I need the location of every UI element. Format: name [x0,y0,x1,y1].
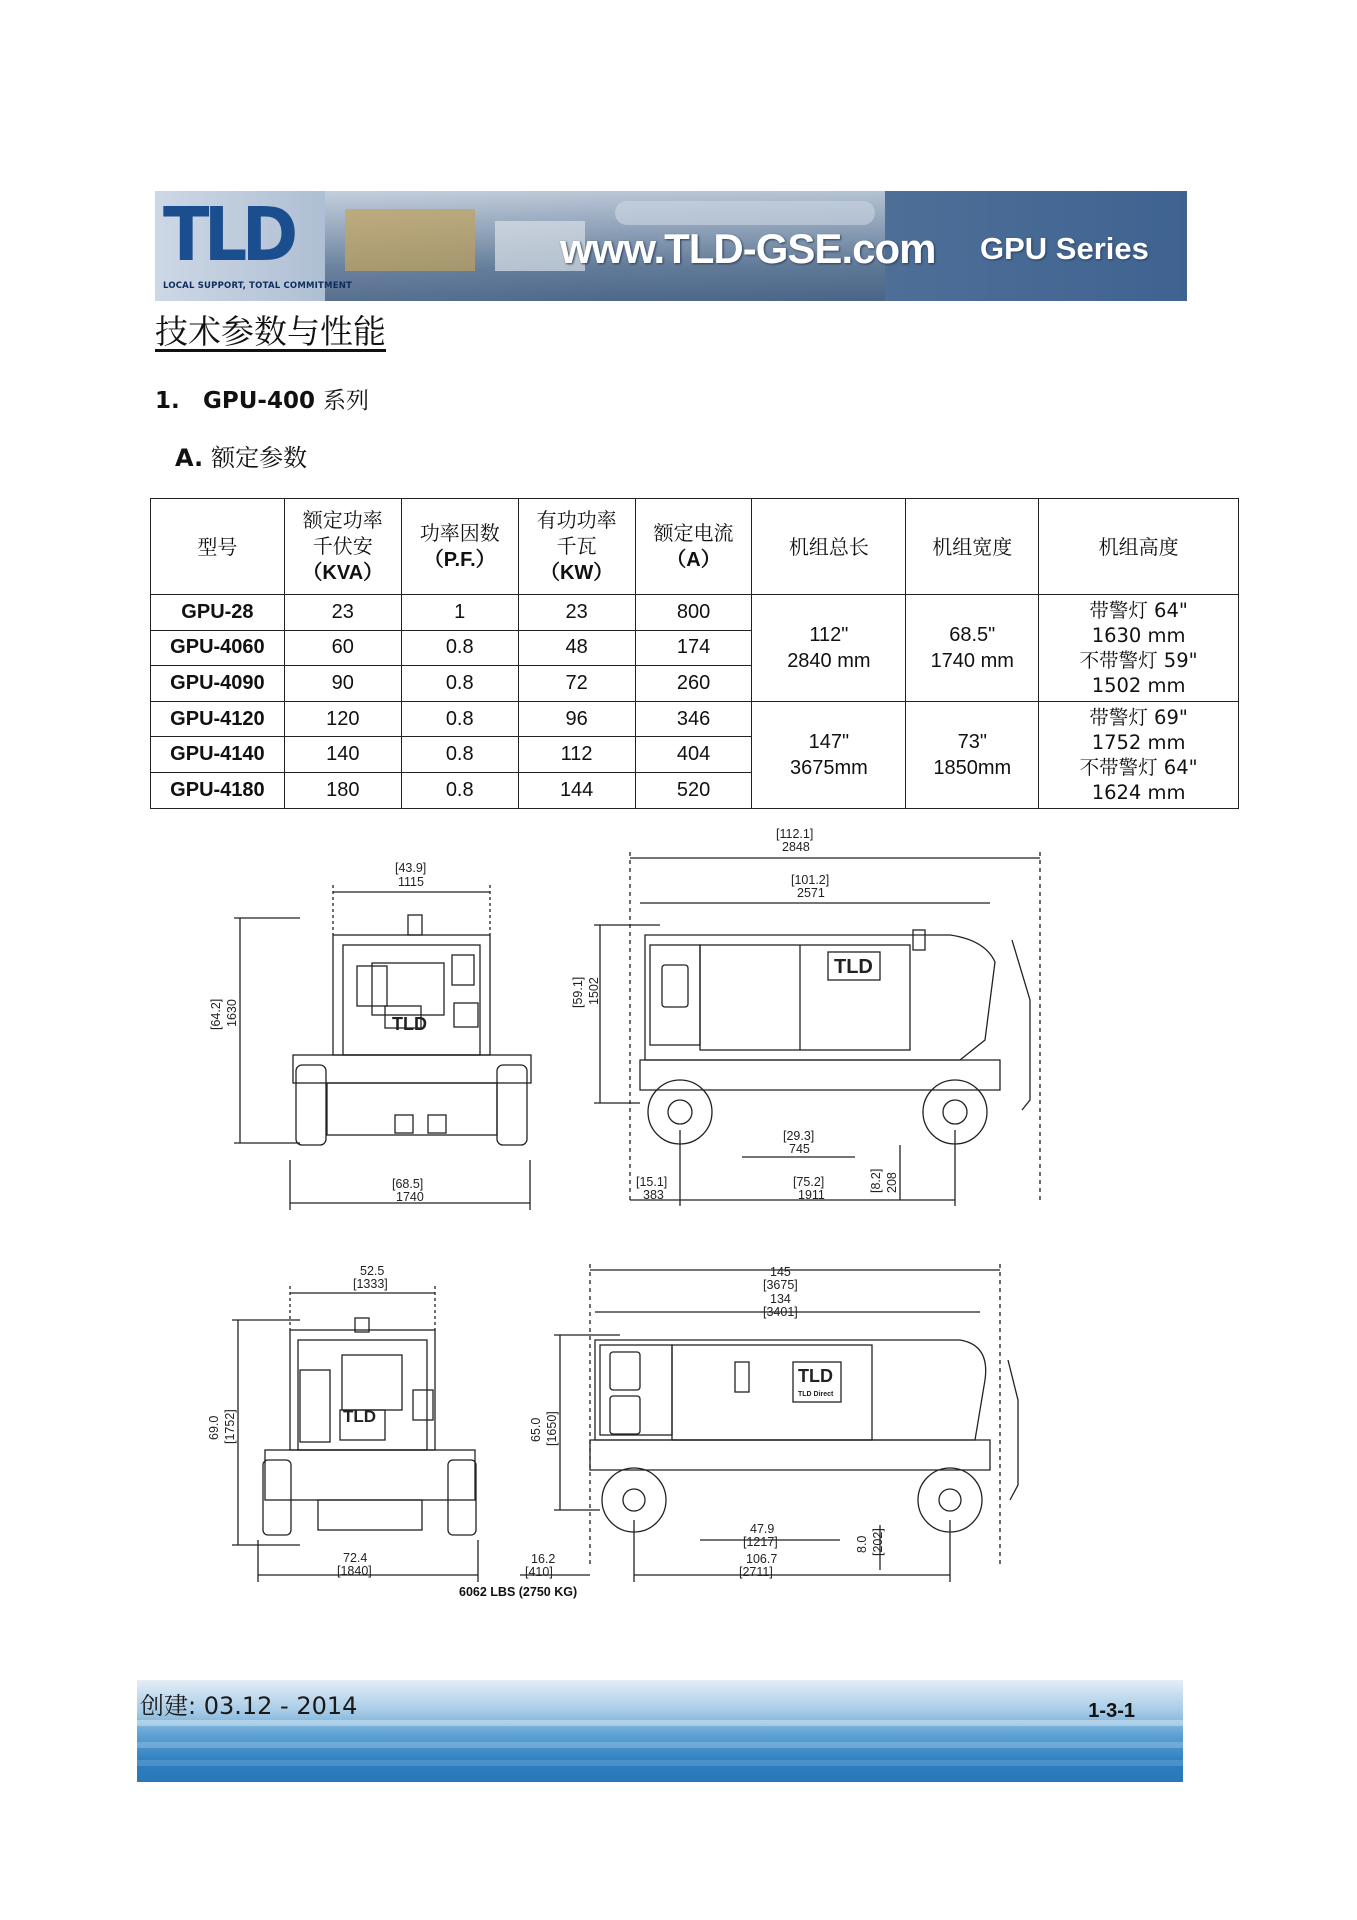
d2-side-len-in: 145 [770,1265,791,1279]
d2-side-height-mm: [1650] [545,1411,559,1446]
d2-side-body-mm: [3401] [763,1305,798,1319]
d1-front-width-in: [43.9] [395,861,427,875]
d1-side-wheelbase-in: [75.2] [793,1175,825,1189]
d2-front-logo: TLD [343,1407,377,1426]
cell-amp: 520 [635,772,752,808]
cell-length-group2: 147" 3675mm [752,701,906,808]
d2-side-len-mm: [3675] [763,1278,798,1292]
cell-kva: 140 [284,737,401,773]
cell-model: GPU-4120 [151,701,285,737]
d1-side-mid-mm: 745 [789,1142,810,1156]
d1-front-logo: TLD [392,1014,427,1034]
tld-logo: TLD [163,192,293,278]
page-title: 技术参数与性能 [155,312,386,351]
section-number: 1. [155,388,180,414]
cell-kw: 96 [518,701,635,737]
d1-side-height-mm: 1502 [587,977,601,1005]
created-date: 创建: 03.12 - 2014 [140,1692,358,1720]
cell-kva: 180 [284,772,401,808]
d2-side-mid-in: 47.9 [750,1522,775,1536]
cell-model: GPU-4140 [151,737,285,773]
cell-kva: 23 [284,595,401,631]
cell-amp: 260 [635,666,752,702]
header-kva: 额定功率 千伏安 （KVA） [284,499,401,595]
cell-kw: 23 [518,595,635,631]
d2-front-width-in: 52.5 [360,1264,385,1278]
cell-amp: 404 [635,737,752,773]
d2-side-wheelbase-mm: [2711] [739,1565,773,1579]
cell-pf: 0.8 [401,737,518,773]
d2-side-clear-in: 8.0 [855,1535,869,1553]
front-view-2 [232,1286,478,1582]
d1-side-front-mm: 383 [643,1188,664,1202]
d2-side-wheelbase-in: 106.7 [746,1552,778,1566]
header-width: 机组宽度 [906,499,1039,595]
section-series-suffix: 系列 [322,388,369,414]
d1-side-wheelbase-mm: 1911 [798,1188,825,1202]
d2-side-logo: TLD [798,1366,833,1386]
front-view-1 [234,885,531,1210]
d2-side-front-in: 16.2 [531,1552,556,1566]
header-pf: 功率因数 （P.F.） [401,499,518,595]
d2-side-clear-mm: [202] [871,1528,885,1556]
cell-height-group1: 带警灯 64" 1630 mm 不带警灯 59" 1502 mm [1039,595,1239,702]
cell-length-group1: 112" 2840 mm [752,595,906,702]
footer-banner [137,1680,1183,1782]
d1-side-clear-mm: 208 [885,1172,899,1193]
banner-series: GPU Series [980,231,1149,266]
d2-front-height-mm: [1752] [223,1409,237,1444]
cell-kw: 112 [518,737,635,773]
page-number: 1-3-1 [1088,1700,1135,1722]
cell-kva: 120 [284,701,401,737]
d2-front-track-mm: [1840] [337,1564,372,1578]
cell-amp: 800 [635,595,752,631]
d1-front-height-mm: 1630 [225,999,239,1027]
d2-front-width-mm: [1333] [353,1277,388,1291]
d1-side-length-mm: 2848 [782,840,810,854]
d2-side-height-in: 65.0 [529,1417,543,1442]
d1-side-body-mm: 2571 [797,886,825,900]
d1-front-width-mm: 1115 [398,875,424,889]
cell-model: GPU-28 [151,595,285,631]
cell-kw: 48 [518,630,635,666]
cell-width-group1: 68.5" 1740 mm [906,595,1039,702]
cell-width-group2: 73" 1850mm [906,701,1039,808]
cell-pf: 0.8 [401,666,518,702]
banner-url: www.TLD-GSE.com [560,225,936,272]
weight-label: 6062 LBS (2750 KG) [459,1585,578,1599]
header-kw: 有功功率 千瓦 （KW） [518,499,635,595]
cell-model: GPU-4090 [151,666,285,702]
cell-pf: 1 [401,595,518,631]
d1-front-height-in: [64.2] [209,998,223,1030]
d2-side-body-in: 134 [770,1292,791,1306]
d2-front-track-in: 72.4 [343,1551,368,1565]
cell-amp: 346 [635,701,752,737]
cell-kw: 144 [518,772,635,808]
cell-amp: 174 [635,630,752,666]
d1-side-logo: TLD [834,956,873,978]
header-height: 机组高度 [1039,499,1239,595]
side-view-1 [594,852,1040,1206]
d1-side-clear-in: [8.2] [869,1168,883,1193]
cell-kva: 90 [284,666,401,702]
cell-kva: 60 [284,630,401,666]
header-length: 机组总长 [752,499,906,595]
d1-front-track-mm: 1740 [396,1190,424,1204]
d1-front-track-in: [68.5] [392,1177,424,1191]
cell-model: GPU-4060 [151,630,285,666]
d1-side-front-in: [15.1] [636,1175,668,1189]
logo-tagline: LOCAL SUPPORT, TOTAL COMMITMENT [163,281,353,291]
d1-side-body-in: [101.2] [791,873,830,887]
subsection-label: 额定参数 [211,444,308,472]
header-amp: 额定电流 （A） [635,499,752,595]
cell-kw: 72 [518,666,635,702]
d2-side-mid-mm: [1217] [743,1535,778,1549]
header-model: 型号 [151,499,285,595]
cell-pf: 0.8 [401,772,518,808]
d2-side-front-mm: [410] [525,1565,553,1579]
cell-pf: 0.8 [401,701,518,737]
cell-pf: 0.8 [401,630,518,666]
cell-model: GPU-4180 [151,772,285,808]
section-model: GPU-400 [203,388,315,414]
d1-side-height-in: [59.1] [571,976,585,1008]
d1-side-mid-in: [29.3] [783,1129,815,1143]
d2-front-height-in: 69.0 [207,1415,221,1440]
d1-side-length-in: [112.1] [776,827,814,841]
d2-side-badge: TLD Direct [798,1391,834,1398]
cell-height-group2: 带警灯 69" 1752 mm 不带警灯 64" 1624 mm [1039,701,1239,808]
subsection-letter: A. [175,444,204,472]
